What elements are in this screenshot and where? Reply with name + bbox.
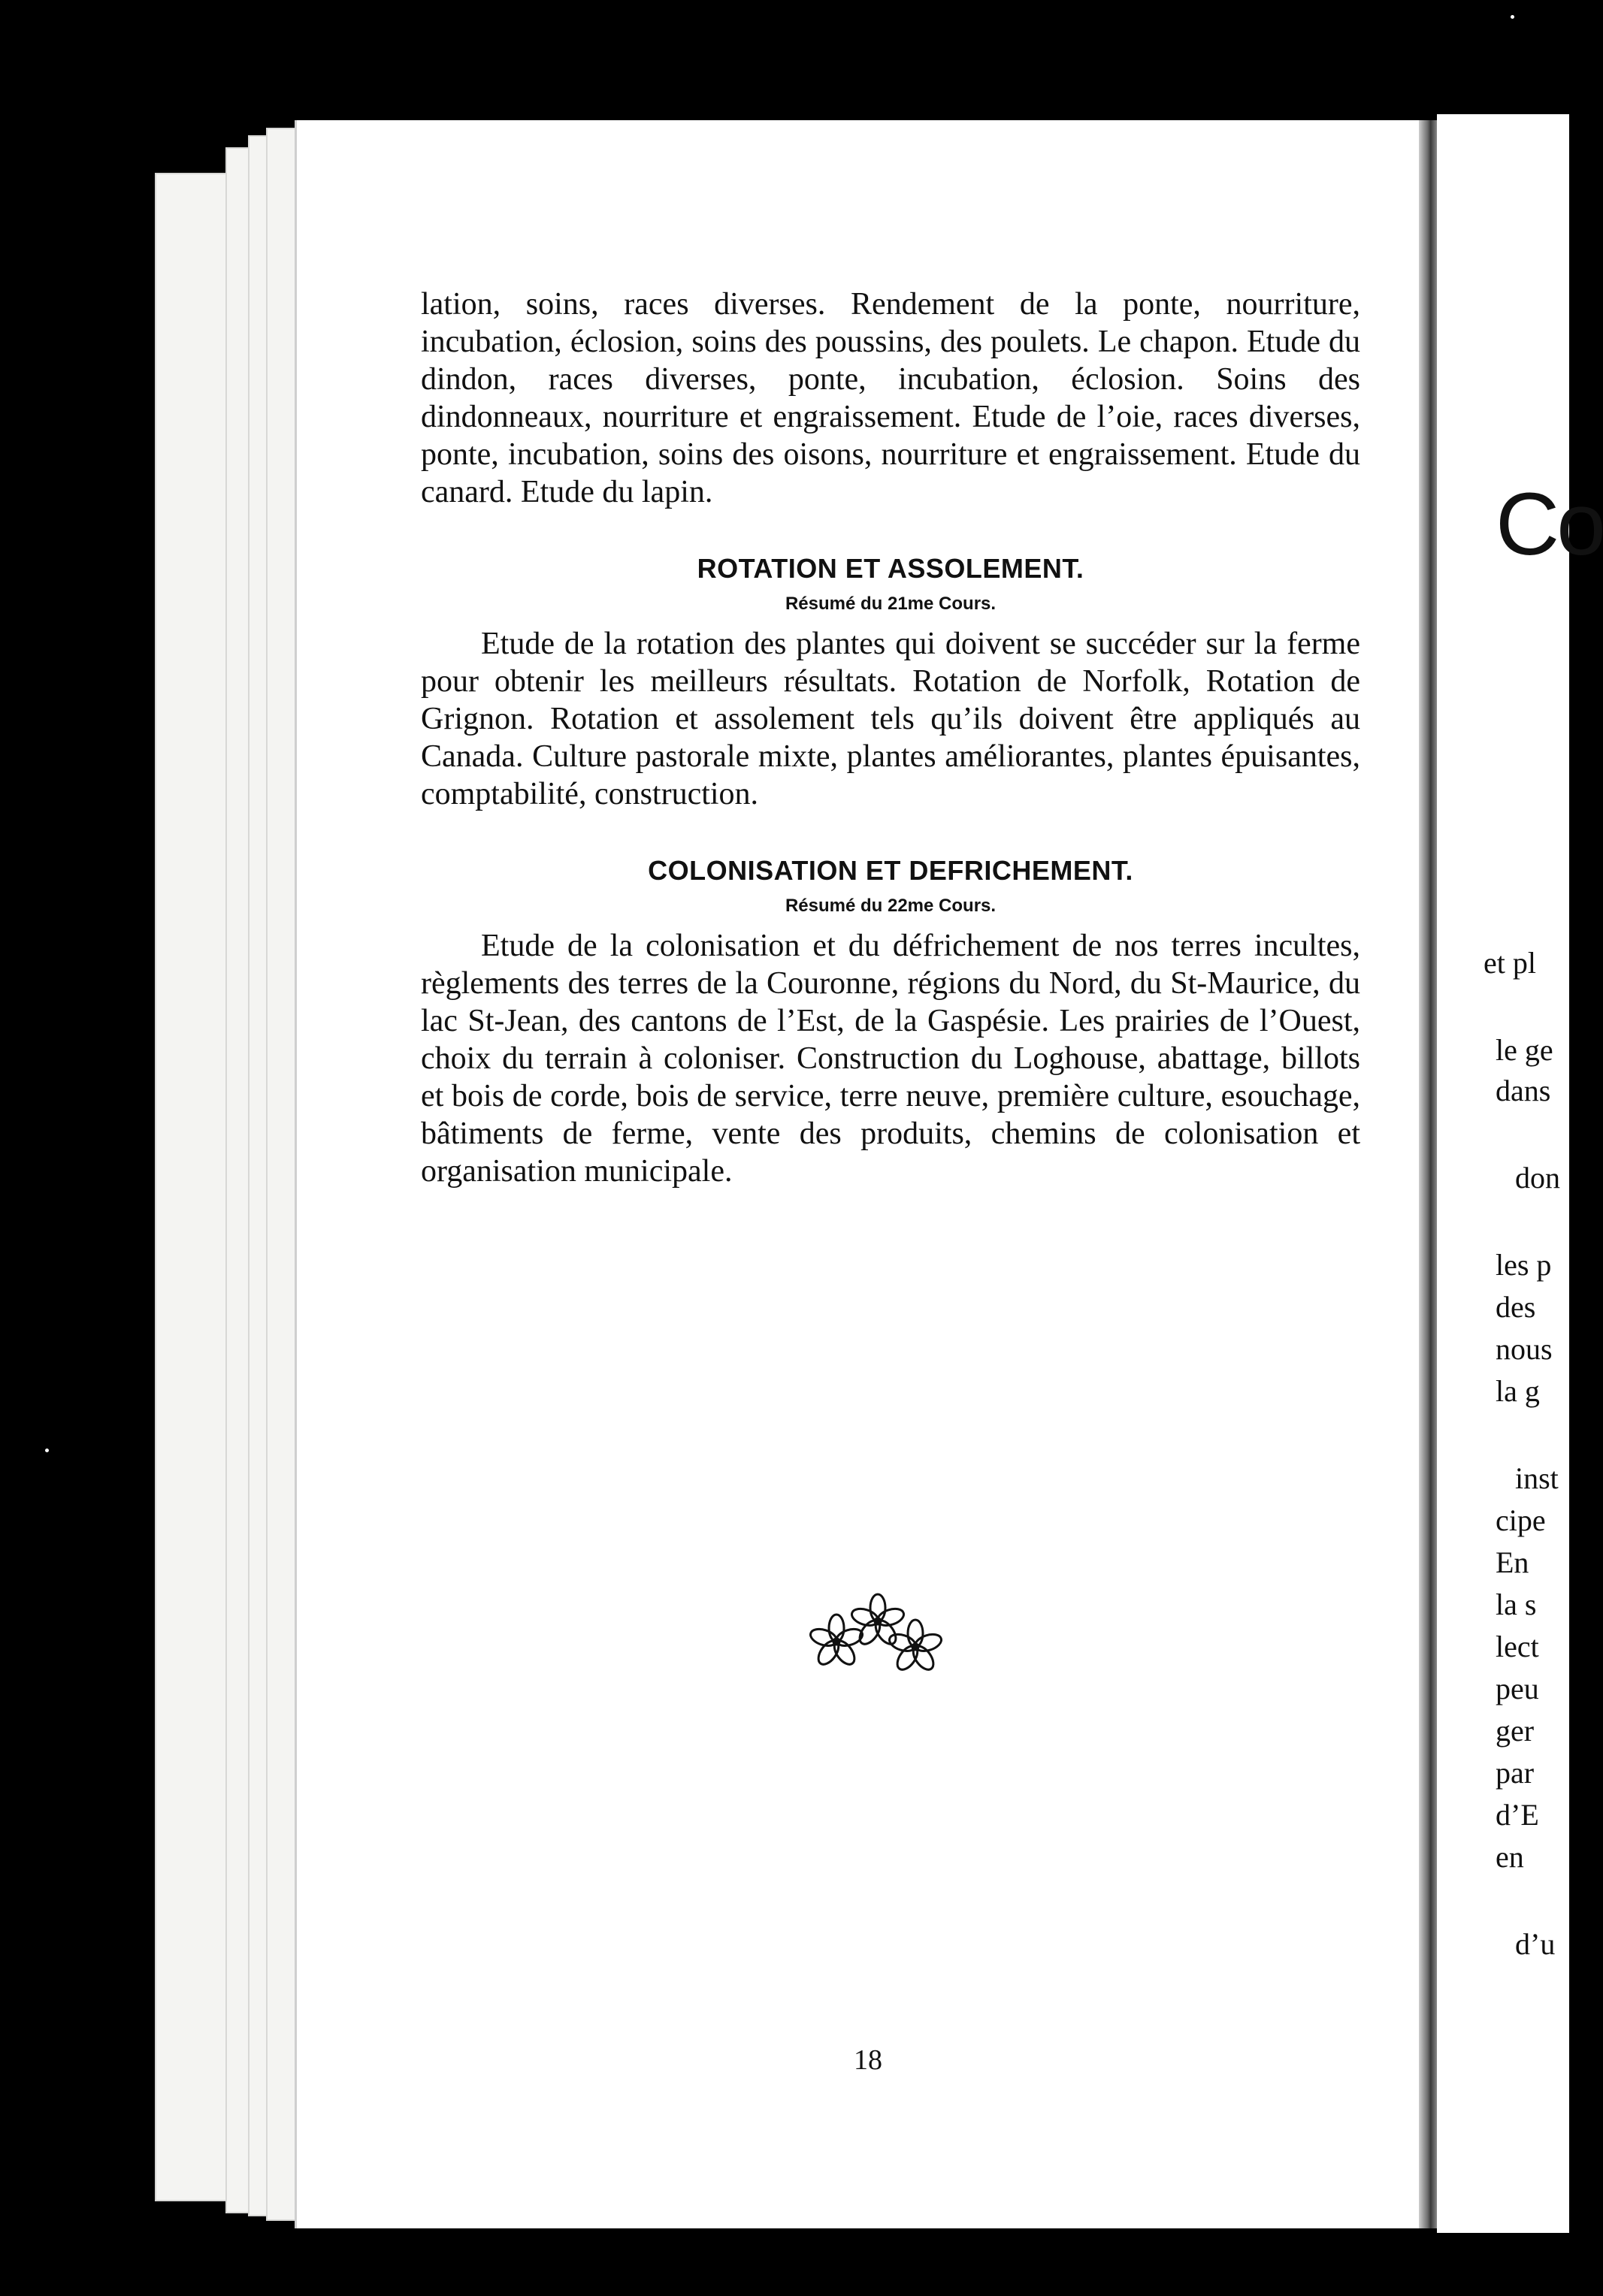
right-page-text-fragment: les p — [1496, 1248, 1552, 1282]
floral-ornament-icon — [803, 1585, 953, 1683]
right-page-text-fragment: la g — [1496, 1374, 1540, 1408]
right-page-title-fragment: Co — [1496, 475, 1603, 574]
section-heading-rotation: ROTATION ET ASSOLEMENT. — [697, 553, 1084, 584]
page-content — [421, 285, 1360, 1190]
page-number: 18 — [854, 2044, 882, 2076]
right-page-text-fragment: et pl — [1484, 946, 1536, 980]
intro-paragraph: lation, soins, races diverses. Rendement de la ponte, nourriture, incubation, éclosion, soins des poussins, des poulets. Le chapon. Etude du dindon, races diverses, ponte, incubation, éclosion. Soins des dindonneaux, nourriture et engraissement. Etude de l’oie, races diverses, ponte, incubation, soins des oisons, nourriture et engraissement. Etude du canard. Etude du lapin. — [421, 287, 1360, 509]
right-page-text-fragment: dans — [1496, 1074, 1551, 1107]
book-gutter — [1419, 120, 1438, 2228]
scan-speck — [45, 1449, 49, 1452]
right-page-text-fragment: ger — [1496, 1714, 1535, 1748]
right-page-text-fragment: la s — [1496, 1588, 1537, 1621]
right-page-text-fragment: d’u — [1515, 1927, 1556, 1961]
right-page-text-fragment: par — [1496, 1756, 1535, 1790]
right-page-text-fragment: le ge — [1496, 1033, 1553, 1067]
section-heading-colonisation: COLONISATION ET DEFRICHEMENT. — [648, 855, 1133, 886]
right-page-text-fragment: nous — [1496, 1332, 1553, 1366]
right-page-text-fragment: don — [1515, 1161, 1560, 1195]
right-page-text-fragment: peu — [1496, 1672, 1539, 1705]
section-body-rotation: Etude de la rotation des plantes qui doivent se succéder sur la ferme pour obtenir les meilleurs résultats. Rotation de Norfolk, Rotation de Grignon. Rotation et assolement tels qu’ils doivent être appliqués au Canada. Culture pastorale mixte, plantes améliorantes, plantes épuisantes, comptabilité, construction. — [421, 627, 1360, 811]
right-page-text-fragment: des — [1496, 1290, 1536, 1324]
scan-speck — [702, 120, 706, 125]
right-page-text-fragment: En — [1496, 1545, 1529, 1579]
right-page-text-fragment: lect — [1496, 1630, 1539, 1663]
section-subheading-rotation: Résumé du 21me Cours. — [785, 594, 997, 614]
right-page-text-fragment: d’E — [1496, 1798, 1539, 1832]
scan-speck — [1511, 15, 1514, 19]
right-page-text-fragment: cipe — [1496, 1503, 1546, 1537]
section-subheading-colonisation: Résumé du 22me Cours. — [785, 896, 997, 916]
right-page-text-fragment: en — [1496, 1840, 1524, 1874]
section-body-colonisation: Etude de la colonisation et du défrichement de nos terres incultes, règlements des terres de la Couronne, régions du Nord, du St-Maurice, du lac St-Jean, des cantons de l’Est, de la Gaspésie. Les prairies de l’Ouest, choix du terrain à coloniser. Construction du Loghouse, abattage, billots et bois de corde, bois de service, terre neuve, première culture, esouchage, bâtiments de ferme, vente des produits, chemins de colonisation et organisation municipale. — [421, 929, 1360, 1189]
right-page-text-fragment: inst — [1515, 1461, 1559, 1495]
